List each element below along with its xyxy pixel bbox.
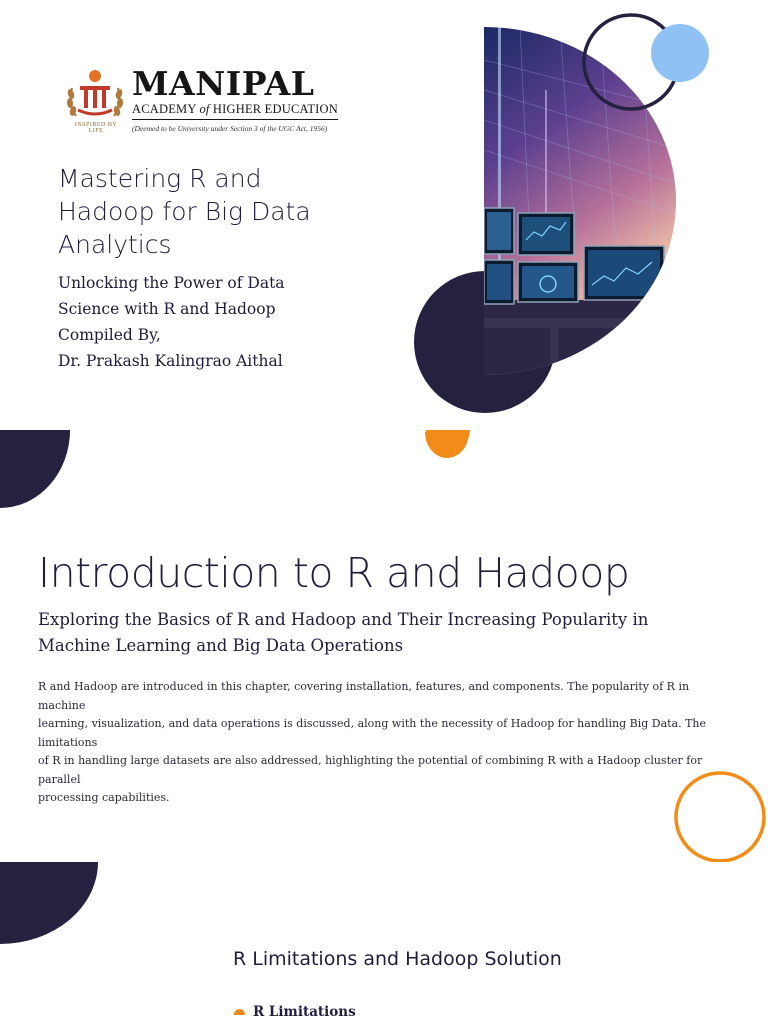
intro-slide — [0, 430, 768, 862]
cover-subtitle-line: Unlocking the Power of Data — [58, 274, 285, 292]
cover-subtitle-line: Science with R and Hadoop — [58, 300, 276, 318]
author-name: Dr. Prakash Kalingrao Aithal — [58, 352, 283, 370]
intro-body-line: of R in handling large datasets are also addressed, highlighting the potential of combining R with a Hadoop cluster for parallel — [38, 754, 703, 786]
logo-note: (Deemed to be University under Section 3 of the UGC Act, 1956) — [132, 124, 328, 133]
logo-name: MANIPAL — [132, 64, 315, 103]
intro-title: Introduction to R and Hadoop — [38, 549, 630, 597]
limitations-slide — [0, 862, 768, 1024]
cover-title-line: Hadoop for Big Data — [58, 197, 311, 226]
intro-subtitle-line: Exploring the Basics of R and Hadoop and Their Increasing Popularity in — [38, 610, 649, 629]
logo-motto: INSPIRED BY LIFE — [74, 122, 118, 134]
intro-body-line: processing capabilities. — [38, 791, 170, 804]
cover-title-line: Analytics — [58, 230, 172, 259]
logo-subtitle-of: of — [199, 102, 210, 116]
orange-bullet-icon — [234, 1009, 245, 1015]
manipal-logo — [64, 64, 338, 146]
blue-circle-decoration — [651, 24, 709, 82]
cover-title-line: Mastering R and — [58, 164, 262, 193]
limitations-title: R Limitations and Hadoop Solution — [233, 948, 562, 970]
compiled-by-block — [58, 322, 388, 374]
cover-slide — [0, 0, 768, 430]
intro-subtitle — [38, 607, 738, 659]
cover-graphic — [400, 0, 768, 430]
data-center-image — [484, 27, 684, 375]
logo-subtitle-part2: HIGHER EDUCATION — [212, 102, 338, 116]
logo-subtitle — [132, 102, 338, 120]
intro-body — [38, 678, 732, 808]
intro-body-line: R and Hadoop are introduced in this chapter, covering installation, features, and components. The popularity of R in machine — [38, 680, 690, 712]
limitations-bullet — [234, 1002, 356, 1022]
bullet-label: R Limitations — [253, 1004, 356, 1020]
logo-subtitle-part1: ACADEMY — [132, 102, 197, 116]
compiled-by-label: Compiled By, — [58, 326, 161, 344]
navy-quarter-decoration-2 — [0, 862, 120, 962]
intro-subtitle-line: Machine Learning and Big Data Operations — [38, 636, 404, 655]
orange-half-decoration — [425, 432, 469, 458]
cover-title — [58, 162, 358, 261]
cover-subtitle — [58, 270, 358, 322]
intro-body-line: learning, visualization, and data operations is discussed, along with the necessity of Hadoop for handling Big Data. The limitations — [38, 717, 707, 749]
